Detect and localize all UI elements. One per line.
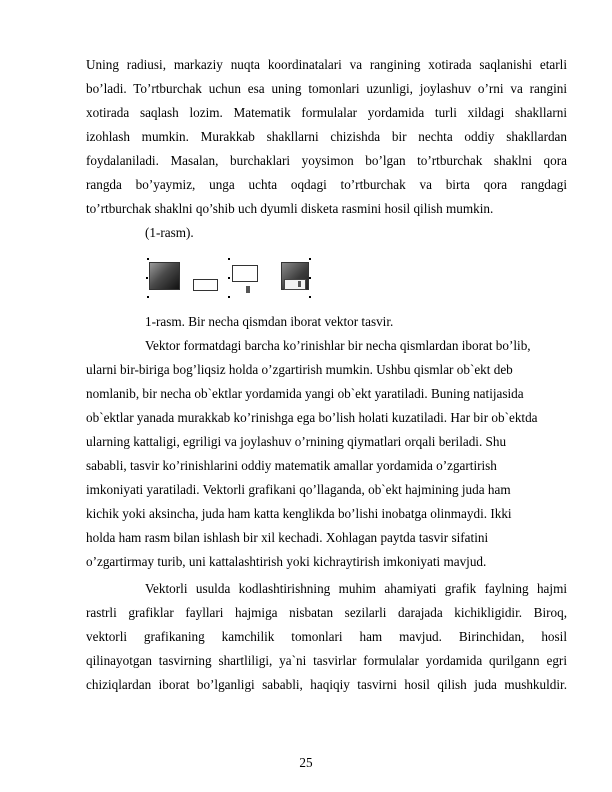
paragraph-1-line: to’rtburchak shaklni qo’shib uch dyumli disketa rasmini hosil qilish mumkin.: [86, 201, 494, 216]
handle-dot: [309, 296, 311, 298]
page-number: 25: [299, 755, 313, 770]
handle-dot: [147, 296, 149, 298]
paragraph-3-line: chiziqlardan iborat bo’lganligi sababli, haqiqiy tasvirni hosil qilish juda mushkuldir.: [86, 677, 567, 692]
paragraph-3-line: rastrli grafiklar fayllari hajmiga nisbatan sezilarli darajada kichikligidir. Biroq,: [86, 605, 567, 620]
handle-dot: [146, 277, 148, 279]
handle-dot: [309, 258, 311, 260]
handle-dot: [228, 277, 230, 279]
paragraph-1-line: izohlash mumkin. Murakkab shakllarni chizishda bir nechta oddiy shakllardan: [86, 129, 567, 144]
white-square-shape: [232, 265, 258, 282]
dark-square-shape: [149, 262, 180, 290]
paragraph-2-line: kichik yoki aksincha, juda ham katta kenglikda bo’lishi inobatga olinmaydi. Ikki: [86, 506, 512, 521]
small-dark-tab-shape: [246, 286, 250, 293]
paragraph-1-line: xotirada saqlash lozim. Matematik formulalar yordamida turli xildagi shakllarni: [86, 105, 567, 120]
paragraph-2-line: o’zgartirmay turib, uni kattalashtirish yoki kichraytirish imkoniyati mavjud.: [86, 554, 487, 569]
paragraph-1-line: Uning radiusi, markaziy nuqta koordinatalari va rangining xotirada saqlanishi etarli: [86, 57, 567, 72]
paragraph-3-line: vektorli grafikaning kamchilik tomonlari ham mavjud. Birinchidan, hosil: [86, 629, 567, 644]
figure-reference: (1-rasm).: [145, 225, 194, 240]
paragraph-2-line: ularning kattaligi, egriligi va joylashuv o’rnining qiymatlari orqali beriladi. Shu: [86, 434, 507, 449]
paragraph-1-line: bo’ladi. To’rtburchak uchun esa uning tomonlari uzunligi, joylashuv o’rni va rangini: [86, 81, 567, 96]
paragraph-2-line: nomlanib, bir necha ob`ektlar yordamida yangi ob`ekt yaratiladi. Buning natijasida: [86, 386, 524, 401]
vector-figure: [140, 254, 320, 300]
paragraph-2-line: holda ham rasm bilan ishlash bir xil kechadi. Xohlagan paytda tasvir sifatini: [86, 530, 489, 545]
paragraph-3-line: Vektorli usulda kodlashtirishning muhim ahamiyati grafik faylning hajmi: [145, 581, 567, 596]
paragraph-1-line: rangda bo’yaymiz, unga uchta oqdagi to’rtburchak va birta qora rangdagi: [86, 177, 567, 192]
handle-dot: [309, 277, 311, 279]
paragraph-2-line: ob`ektlar yanada murakkab ko’rinishga ega bo’lish holati kuzatiladi. Har bir ob`ektda: [86, 410, 538, 425]
paragraph-1-line: foydalaniladi. Masalan, burchaklari yoysimon bo’lgan to’rtburchak shaklni qora: [86, 153, 567, 168]
paragraph-2-line: ularni bir-biriga bog’liqsiz holda o’zgartirish mumkin. Ushbu qismlar ob`ekt deb: [86, 362, 513, 377]
paragraph-2-line: Vektor formatdagi barcha ko’rinishlar bir necha qismlardan iborat bo’lib,: [145, 338, 531, 353]
figure-caption: 1-rasm. Bir necha qismdan iborat vektor tasvir.: [145, 314, 394, 329]
paragraph-2-line: imkoniyati yaratiladi. Vektorli grafikani qo’llaganda, ob`ekt hajmining juda ham: [86, 482, 511, 497]
paragraph-2-line: sababli, tasvir ko’rinishlarini oddiy matematik amallar yordamida o’zgartirish: [86, 458, 497, 473]
handle-dot: [228, 258, 230, 260]
white-rectangle-shape: [193, 279, 218, 291]
paragraph-3-line: qilinayotgan tasvirning shartliligi, ya`ni tasvirlar formulalar yordamida qurilgann egri: [86, 653, 567, 668]
diskette-label-shape: [284, 279, 306, 290]
handle-dot: [147, 258, 149, 260]
diskette-shutter-shape: [298, 281, 301, 287]
handle-dot: [228, 296, 230, 298]
